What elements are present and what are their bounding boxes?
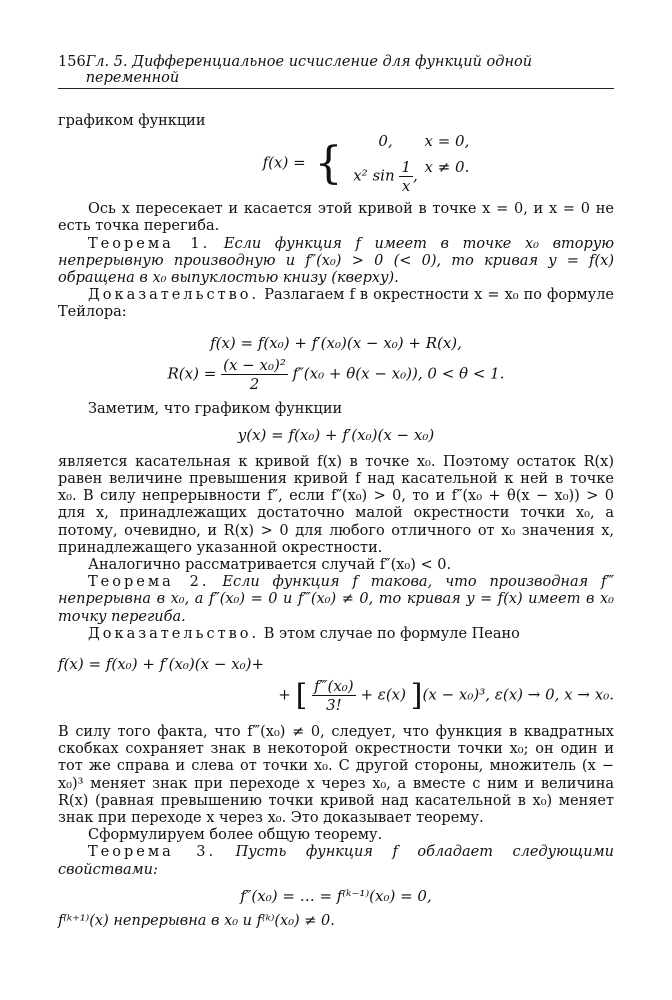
tangent-formula: y(x) = f(x₀) + f′(x₀)(x − x₀) [237, 425, 435, 444]
proof-1-label: Доказательство. [88, 287, 260, 304]
paragraph-general: Сформулируем более общую теорему. [88, 827, 383, 844]
peano-fraction: $\frac{\text{f‴(x₀)}}{3!}$ [314, 677, 354, 715]
proof-2-label: Доказательство. [88, 625, 260, 642]
theorem-3-label: Теорема 3. [88, 844, 217, 861]
page-header [58, 54, 614, 89]
case1-value: 0, [378, 132, 393, 151]
page-number: 156 [58, 54, 86, 70]
peano-formula-line-2: + [ $\frac{\text{f‴(x₀)}}{3!}$ + ε(x) ](x − x₀)³, ε(x) → 0, x → x₀. [278, 677, 614, 715]
remainder-formula: R(x) = $\frac{\text{(x − x₀)²}}{2}$ f″(x₀ + θ(x − x₀)), 0 < θ < 1. [167, 355, 505, 393]
f-def-lhs: f(x) = [262, 153, 306, 172]
remainder-fraction: $\frac{\text{(x − x₀)²}}{2}$ [223, 355, 286, 393]
taylor-formula: f(x) = f(x₀) + f′(x₀)(x − x₀) + R(x), [210, 333, 462, 352]
case2-value: x² sin [353, 166, 395, 185]
proof-2 [58, 626, 614, 643]
theorem-1-text: Если функция f имеет в точке x₀ вторую непрерывную производную и f″(x₀) > 0 (< 0), то кривая y = f(x) обращена в x₀ выпуклостью книзу (кверху). [58, 235, 614, 287]
theorem-1-label: Теорема 1. [88, 235, 211, 252]
paragraph-similar: Аналогично рассматривается случай f″(x₀) < 0. [88, 557, 452, 574]
peano-formula-line-1: f(x) = f(x₀) + f′(x₀)(x − x₀)+ [58, 655, 265, 674]
theorem-3 [58, 844, 614, 878]
proof-1 [58, 287, 614, 321]
paragraph-note: Заметим, что графиком функции [88, 400, 343, 417]
running-title: Гл. 5. Дифференциальное исчисление для функций одной переменной [85, 54, 533, 86]
proof-1-text: Разлагаем f в окрестности x = x₀ по формуле Тейлора: [58, 287, 615, 321]
theorem-3-text: Пусть функция f обладает следующими свойствами: [58, 844, 614, 878]
intro-text: графиком функции [58, 113, 206, 129]
paragraph-axis: Ось x пересекает и касается этой кривой в точке x = 0, и x = 0 не есть точка перегиба. [58, 201, 614, 235]
case2-condition: x ≠ 0. [424, 158, 470, 177]
proof-2-text: В этом случае по формуле Пеано [263, 625, 520, 642]
condition-2: f⁽ᵏ⁺¹⁾(x) непрерывна в x₀ и f⁽ᵏ⁾(x₀) ≠ 0. [58, 912, 335, 929]
theorem-2-text: Если функция f такова, что производная f‴ непрерывна в x₀, а f″(x₀) = 0 и f‴(x₀) ≠ 0, то кривая y = f(x) имеет в x₀ точку перегиба. [58, 574, 615, 625]
fraction-one-over-x: $\frac{1}{x}$ [401, 158, 411, 196]
paragraph-remainder: является касательная к кривой f(x) в точке x₀. Поэтому остаток R(x) равен величине превышения кривой f над касательной к ней в точке x₀. В силу непрерывности f″, если f″(x₀) > 0, то и f″(x₀ + θ(x − x₀)) > 0 для x, принадлежащих достаточно малой окрестности точки x₀, а потому, очевидно, и R(x) > 0 для любого отличного от x₀ значения x, принадлежащего указанной окрестности. [58, 453, 614, 556]
condition-1: f″(x₀) = … = f⁽ᵏ⁻¹⁾(x₀) = 0, [240, 886, 432, 905]
case1-condition: x = 0, [424, 132, 470, 151]
paragraph-conclusion: В силу того факта, что f‴(x₀) ≠ 0, следует, что функция в квадратных скобках сохраняет знак в некоторой окрестности точки x₀; он один и тот же справа и слева от точки x₀. С другой стороны, множитель (x − x₀)³ меняет знак при переходе x через x₀, а вместе с ним и величина R(x) (равная превышению точки кривой над касательной в x₀) меняет знак при переходе x через x₀. Это доказывает теорему. [58, 724, 614, 827]
theorem-2 [58, 574, 614, 626]
page [58, 54, 614, 930]
theorem-1 [58, 236, 614, 288]
theorem-2-label: Теорема 2. [88, 574, 210, 591]
f-definition: f(x) = { 0, x = 0, x² sin $\frac{1}{x}$ , x ≠ 0. [262, 132, 470, 196]
